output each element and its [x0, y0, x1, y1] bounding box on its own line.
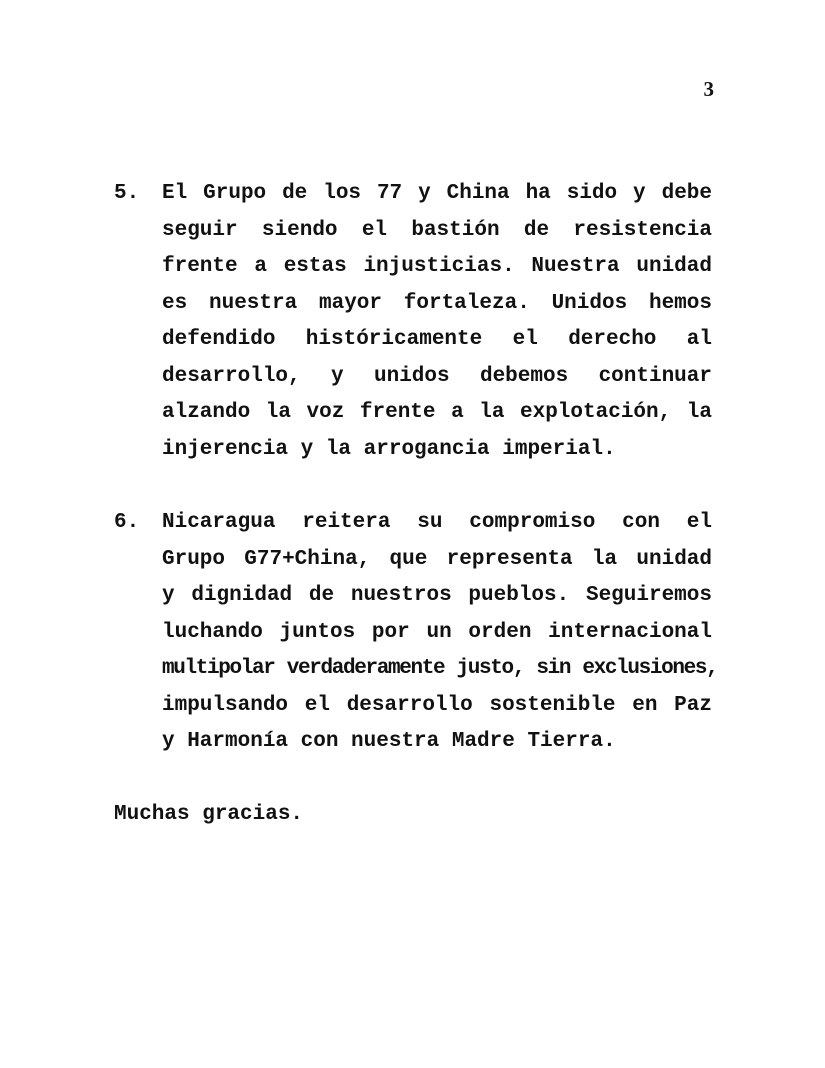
page-number: 3 [703, 77, 714, 101]
text-line: luchando juntos por un orden internacional [162, 620, 712, 644]
item-text [162, 176, 712, 468]
text-line: y Harmonía con nuestra Madre Tierra. [162, 730, 616, 753]
text-line: Grupo G77+China, que representa la unidad [162, 547, 712, 571]
text-line: frente a estas injusticias. Nuestra unidad [162, 255, 712, 278]
text-line: desarrollo, y unidos debemos continuar [162, 364, 712, 388]
paragraph-item-6 [114, 505, 718, 761]
closing-remark: Muchas gracias. [114, 803, 304, 826]
text-line: injerencia y la arrogancia imperial. [162, 437, 616, 461]
text-line: alzando la voz frente a la explotación, la [162, 401, 712, 424]
item-number: 6. [114, 511, 140, 534]
text-line: seguir siendo el bastión de resistencia [162, 218, 712, 242]
text-line: defendido históricamente el derecho al [162, 328, 712, 351]
text-line: y dignidad de nuestros pueblos. Seguiremos [162, 584, 712, 607]
text-line: es nuestra mayor fortaleza. Unidos hemos [162, 291, 712, 315]
text-line: El Grupo de los 77 y China ha sido y debe [162, 182, 712, 205]
paragraph-item-5 [114, 176, 712, 468]
text-line: Nicaragua reitera su compromiso con el [162, 511, 712, 534]
item-text [162, 505, 718, 761]
text-line: impulsando el desarrollo sostenible en Paz [162, 693, 712, 717]
text-line: multipolar verdaderamente justo, sin exclusiones, [162, 657, 718, 680]
item-number: 5. [114, 182, 140, 205]
